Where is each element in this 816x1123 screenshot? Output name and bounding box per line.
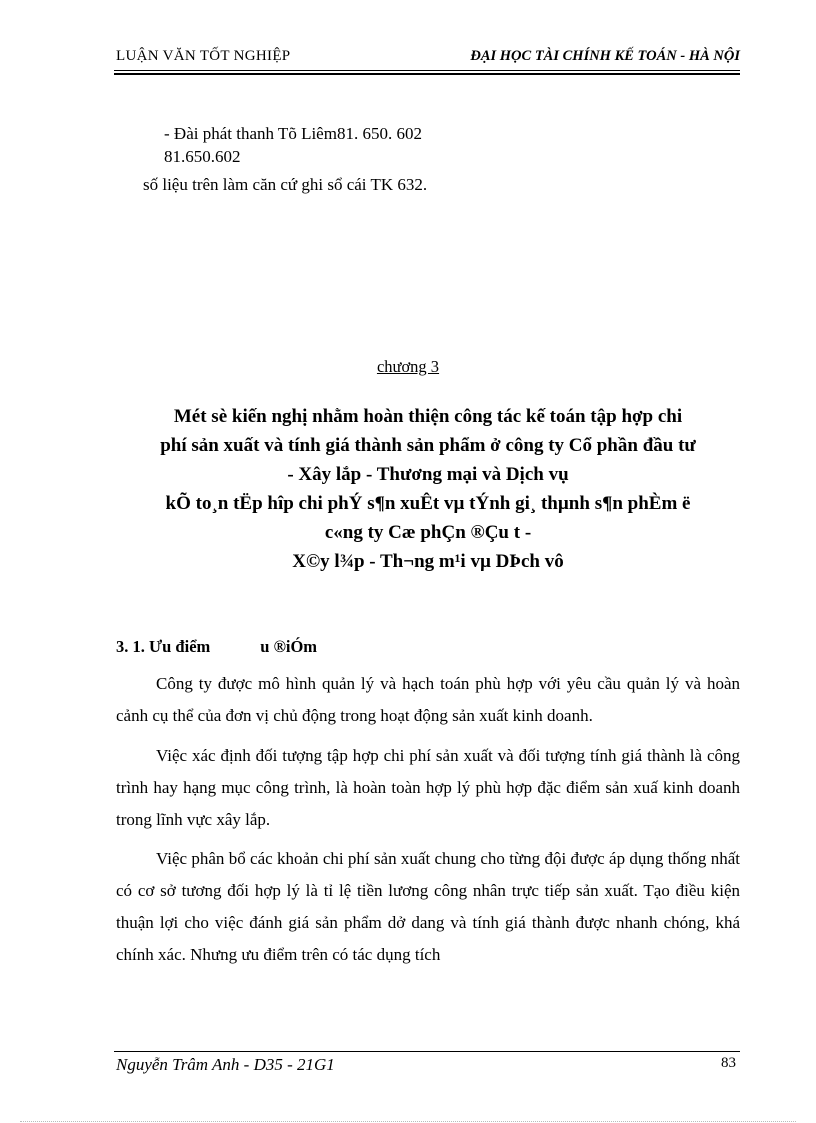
section-heading-text: 3. 1. Ưu điểm (116, 637, 211, 656)
header-rule-thick (114, 73, 740, 75)
chapter-title-line: X©y l¾p - Th¬ng m¹i vµ DÞch vô (292, 551, 564, 572)
footer-author: Nguyễn Trâm Anh - D35 - 21G1 (116, 1055, 335, 1074)
intro-line-2: 81.650.602 (164, 147, 241, 166)
chapter-title-line: kÕ to¸n tËp hîp chi phÝ s¶n xuÊt vµ tÝnh gi¸ thµnh s¶n phÈm ë (165, 493, 691, 514)
intro-line-1: - Đài phát thanh Tõ Liêm81. 650. 602 (164, 124, 422, 143)
header-left-title: LUẬN VĂN TỐT NGHIỆP (116, 48, 291, 64)
chapter-title-line: phí sản xuất và tính giá thành sản phẩm ở công ty Cổ phần đầu tư (160, 435, 696, 456)
chapter-title-line: c«ng ty Cæ phÇn ®Çu t - (324, 522, 532, 543)
chapter-title-line: - Xây lắp - Thương mại và Dịch vụ (287, 464, 569, 485)
body-paragraph-1: Công ty được mô hình quản lý và hạch toán phù hợp với yêu cầu quản lý và hoàn cảnh cụ thể của đơn vị chủ động trong hoạt động sản xuất kinh doanh. (116, 674, 740, 725)
chapter-title-line: Mét sè kiến nghị nhằm hoàn thiện công tác kế toán tập hợp chi (173, 406, 683, 427)
section-heading (116, 637, 317, 657)
section-heading-garbled: u ®iÓm (260, 637, 318, 656)
intro-line-3: số liệu trên làm căn cứ ghi sổ cái TK 632. (143, 175, 428, 194)
chapter-title (100, 402, 756, 576)
footer-rule (114, 1051, 740, 1052)
page-bottom-dotted-line (20, 1121, 796, 1122)
header-rule (114, 70, 740, 71)
page-number: 83 (721, 1055, 736, 1071)
body-paragraph-2: Việc xác định đối tượng tập hợp chi phí sản xuất và đối tượng tính giá thành là công trình hay hạng mục công trình, là hoàn toàn hợp lý phù hợp đặc điểm sản xuấ kinh doanh trong lĩnh vực xây lắp. (116, 746, 740, 829)
body-paragraph-3: Việc phân bổ các khoản chi phí sản xuất chung cho từng đội được áp dụng thống nhất có cơ sở tương đối hợp lý là tỉ lệ tiền lương công nhân trực tiếp sản xuất. Tạo điều kiện thuận lợi cho việc đánh giá sản phẩm dở dang và tính giá thành được nhanh chóng, khá chính xác. Nhưng ưu điểm trên có tác dụng tích (116, 849, 740, 964)
header-right-title: ĐẠI HỌC TÀI CHÍNH KẾ TOÁN - HÀ NỘI (470, 48, 740, 64)
chapter-label: chương 3 (376, 357, 440, 376)
